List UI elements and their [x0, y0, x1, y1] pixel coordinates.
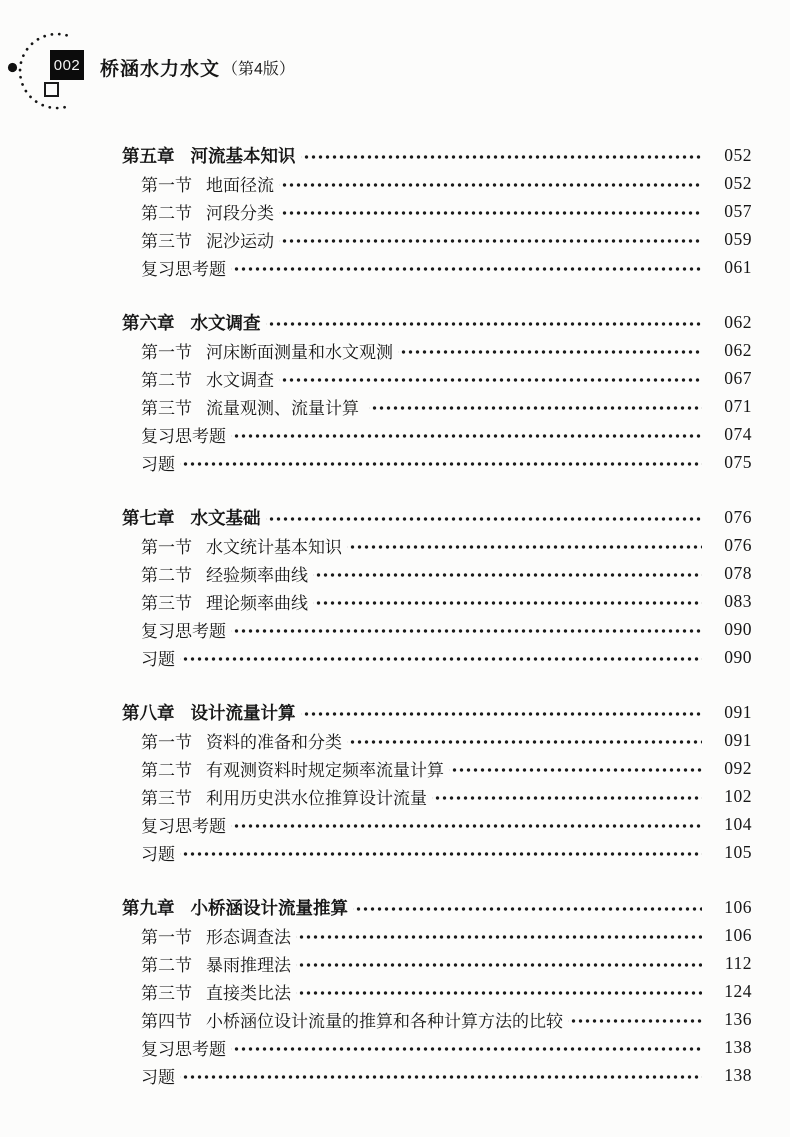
entry-label: 第一节	[141, 175, 192, 195]
leader-dots	[347, 531, 702, 559]
toc-entry-row	[122, 643, 752, 671]
entry-title: 泥沙运动	[206, 231, 274, 251]
entry-page-number: 076	[724, 534, 752, 555]
entry-page-number: 102	[724, 785, 752, 806]
entry-page-number: 105	[724, 841, 752, 862]
entry-page-number: 106	[724, 924, 752, 945]
leader-dots	[231, 615, 702, 643]
leader-dots	[279, 197, 702, 225]
leader-dots	[231, 253, 702, 281]
leader-dots	[313, 587, 702, 615]
entry-page-number: 062	[724, 339, 752, 360]
toc-entry-row	[122, 336, 752, 364]
entry-title: 复习思考题	[141, 259, 226, 279]
entry-page-number: 078	[724, 562, 752, 583]
leader-dots	[279, 364, 702, 392]
leader-dots	[231, 810, 702, 838]
entry-page-number: 104	[724, 813, 752, 834]
toc-entry-row	[122, 225, 752, 253]
entry-page-number: 138	[724, 1036, 752, 1057]
leader-dots	[266, 503, 703, 531]
entry-title: 习题	[141, 649, 175, 669]
leader-dots	[313, 559, 702, 587]
toc-chapter-row	[122, 141, 752, 169]
leader-dots	[301, 141, 703, 169]
toc-chapter-block	[122, 141, 752, 281]
entry-title: 地面径流	[206, 175, 274, 195]
entry-page-number: 059	[724, 228, 752, 249]
toc-entry-row	[122, 559, 752, 587]
entry-label: 第四节	[141, 1011, 192, 1031]
entry-page-number: 083	[724, 590, 752, 611]
entry-title: 习题	[141, 1067, 175, 1087]
entry-label: 第三节	[141, 788, 192, 808]
entry-page-number: 138	[724, 1064, 752, 1085]
toc	[122, 141, 752, 1116]
toc-chapter-block	[122, 698, 752, 866]
book-edition: （第4版）	[222, 60, 295, 78]
toc-entry-row	[122, 364, 752, 392]
toc-chapter-row	[122, 698, 752, 726]
entry-label: 第二节	[141, 565, 192, 585]
entry-page-number: 106	[724, 896, 752, 917]
leader-dots	[296, 949, 702, 977]
leader-dots	[180, 643, 702, 671]
toc-entry-row	[122, 531, 752, 559]
entry-title: 直接类比法	[206, 983, 291, 1003]
leader-dots	[231, 420, 702, 448]
bullet-dot-decoration	[8, 63, 17, 72]
entry-page-number: 091	[724, 701, 752, 722]
entry-title: 小桥涵设计流量推算	[190, 897, 348, 918]
toc-entry-row	[122, 977, 752, 1005]
toc-chapter-row	[122, 893, 752, 921]
entry-title: 流量观测、流量计算	[206, 398, 364, 418]
toc-entry-row	[122, 921, 752, 949]
entry-title: 习题	[141, 844, 175, 864]
leader-dots	[266, 308, 703, 336]
toc-entry-row	[122, 754, 752, 782]
toc-chapter-block	[122, 503, 752, 671]
leader-dots	[449, 754, 702, 782]
entry-title: 有观测资料时规定频率流量计算	[206, 760, 444, 780]
toc-entry-row	[122, 169, 752, 197]
entry-label: 第三节	[141, 398, 192, 418]
entry-title: 水文调查	[190, 312, 261, 333]
entry-label: 第二节	[141, 203, 192, 223]
entry-title: 水文基础	[190, 507, 261, 528]
entry-label: 第八章	[122, 702, 175, 723]
entry-page-number: 092	[724, 757, 752, 778]
toc-entry-row	[122, 782, 752, 810]
entry-page-number: 074	[724, 423, 752, 444]
entry-title: 河段分类	[206, 203, 274, 223]
entry-title: 理论频率曲线	[206, 593, 308, 613]
toc-entry-row	[122, 392, 752, 420]
entry-title: 设计流量计算	[190, 702, 296, 723]
toc-chapter-row	[122, 503, 752, 531]
entry-page-number: 136	[724, 1008, 752, 1029]
entry-label: 第三节	[141, 231, 192, 251]
leader-dots	[279, 225, 702, 253]
entry-label: 第一节	[141, 927, 192, 947]
toc-entry-row	[122, 1005, 752, 1033]
entry-page-number: 090	[724, 646, 752, 667]
leader-dots	[180, 838, 702, 866]
leader-dots	[296, 977, 702, 1005]
toc-entry-row	[122, 448, 752, 476]
toc-entry-row	[122, 420, 752, 448]
entry-page-number: 057	[724, 200, 752, 221]
entry-title: 复习思考题	[141, 1039, 226, 1059]
leader-dots	[369, 392, 702, 420]
entry-title: 形态调查法	[206, 927, 291, 947]
entry-title: 水文统计基本知识	[206, 537, 342, 557]
leader-dots	[432, 782, 702, 810]
page-number-badge	[50, 50, 84, 80]
entry-label: 第九章	[122, 897, 175, 918]
entry-title: 利用历史洪水位推算设计流量	[206, 788, 427, 808]
toc-entry-row	[122, 949, 752, 977]
toc-entry-row	[122, 615, 752, 643]
entry-label: 第六章	[122, 312, 175, 333]
toc-entry-row	[122, 1061, 752, 1089]
entry-label: 第一节	[141, 537, 192, 557]
entry-page-number: 112	[724, 952, 752, 973]
entry-label: 第三节	[141, 593, 192, 613]
leader-dots	[347, 726, 702, 754]
leader-dots	[180, 1061, 702, 1089]
toc-entry-row	[122, 810, 752, 838]
entry-label: 第五章	[122, 145, 175, 166]
entry-title: 水文调查	[206, 370, 274, 390]
leader-dots	[279, 169, 702, 197]
entry-title: 资料的准备和分类	[206, 732, 342, 752]
entry-label: 第三节	[141, 983, 192, 1003]
toc-chapter-block	[122, 308, 752, 476]
entry-page-number: 090	[724, 618, 752, 639]
entry-title: 复习思考题	[141, 816, 226, 836]
entry-label: 第一节	[141, 342, 192, 362]
entry-page-number: 075	[724, 451, 752, 472]
toc-entry-row	[122, 587, 752, 615]
entry-label: 第二节	[141, 955, 192, 975]
entry-title: 经验频率曲线	[206, 565, 308, 585]
entry-page-number: 062	[724, 311, 752, 332]
entry-label: 第二节	[141, 370, 192, 390]
leader-dots	[353, 893, 702, 921]
entry-title: 复习思考题	[141, 621, 226, 641]
entry-label: 第七章	[122, 507, 175, 528]
toc-entry-row	[122, 253, 752, 281]
entry-label: 第二节	[141, 760, 192, 780]
leader-dots	[301, 698, 703, 726]
leader-dots	[180, 448, 702, 476]
entry-page-number: 052	[724, 144, 752, 165]
entry-page-number: 076	[724, 506, 752, 527]
leader-dots	[231, 1033, 702, 1061]
toc-chapter-row	[122, 308, 752, 336]
book-title: 桥涵水力水文	[100, 58, 221, 80]
leader-dots	[568, 1005, 702, 1033]
entry-title: 暴雨推理法	[206, 955, 291, 975]
entry-page-number: 091	[724, 729, 752, 750]
toc-entry-row	[122, 726, 752, 754]
entry-title: 小桥涵位设计流量的推算和各种计算方法的比较	[206, 1011, 563, 1031]
entry-page-number: 067	[724, 367, 752, 388]
toc-chapter-block	[122, 893, 752, 1089]
square-outline-decoration	[44, 82, 59, 97]
entry-page-number: 061	[724, 256, 752, 277]
entry-title: 复习思考题	[141, 426, 226, 446]
toc-entry-row	[122, 838, 752, 866]
entry-page-number: 052	[724, 172, 752, 193]
leader-dots	[296, 921, 702, 949]
leader-dots	[398, 336, 702, 364]
entry-page-number: 071	[724, 395, 752, 416]
entry-title: 河床断面测量和水文观测	[206, 342, 393, 362]
toc-entry-row	[122, 1033, 752, 1061]
page-number: 002	[53, 56, 81, 74]
toc-entry-row	[122, 197, 752, 225]
entry-title: 河流基本知识	[190, 145, 296, 166]
entry-title: 习题	[141, 454, 175, 474]
entry-label: 第一节	[141, 732, 192, 752]
page-header	[100, 53, 295, 81]
entry-page-number: 124	[724, 980, 752, 1001]
